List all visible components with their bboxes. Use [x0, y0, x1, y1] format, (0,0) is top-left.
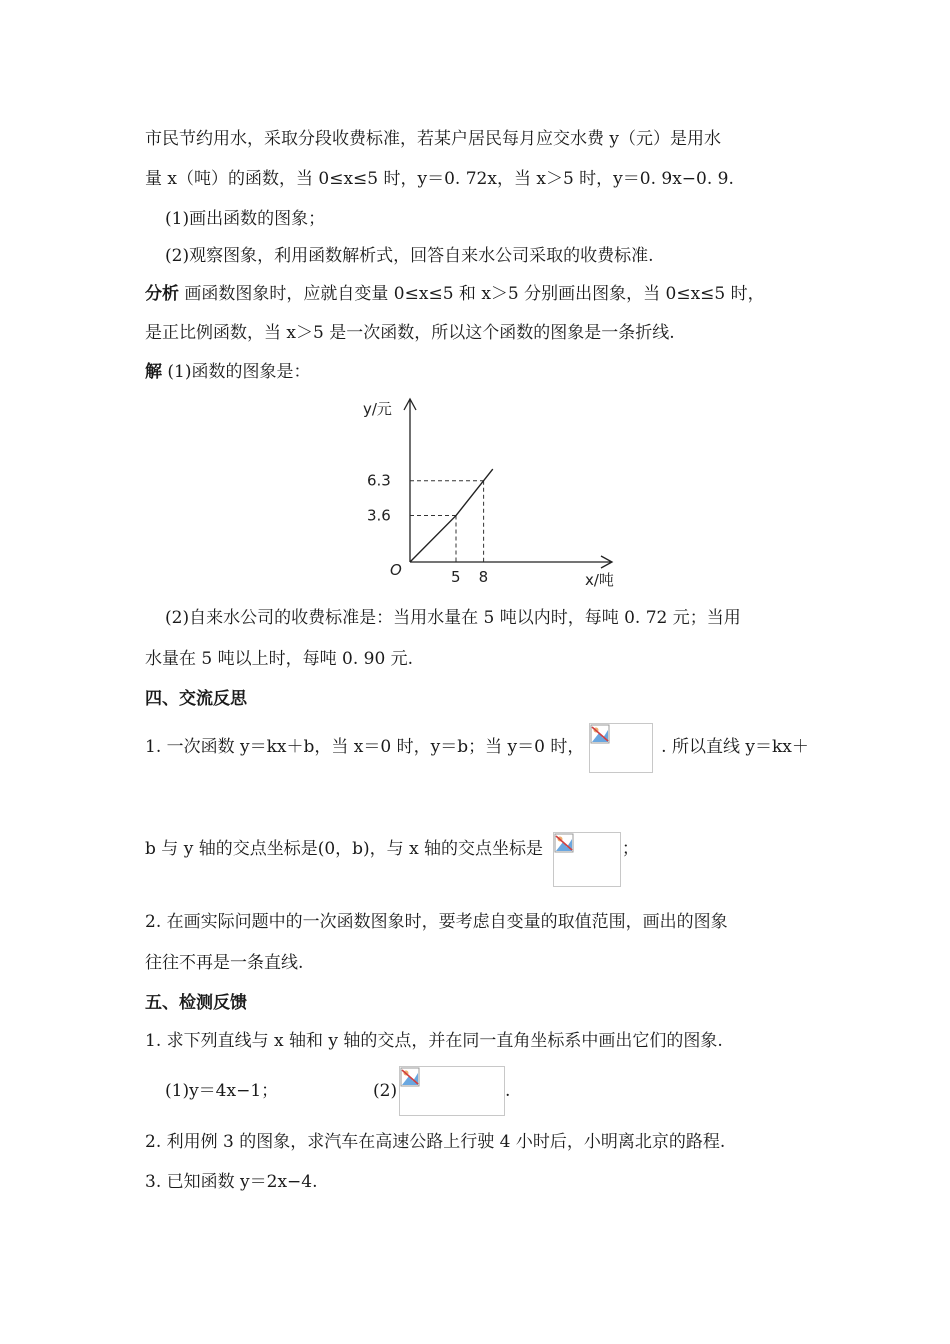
question-2: (2)观察图象，利用函数解析式，回答自来水公司采取的收费标准.	[165, 246, 654, 266]
piecewise-function-chart	[355, 392, 630, 592]
analysis-text-1: 画函数图象时，应就自变量 0≤x≤5 和 x＞5 分别画出图象，当 0≤x≤5 时，	[184, 284, 765, 304]
reflection-1-part-d: ；	[621, 839, 639, 859]
x-tick-label: 8	[478, 568, 489, 586]
broken-image-icon	[590, 724, 610, 744]
reflection-1-part-a: 1. 一次函数 y＝kx＋b，当 x＝0 时，y＝b；当 y＝0 时，	[145, 737, 585, 757]
solution-text-1: (1)函数的图象是：	[167, 362, 311, 382]
broken-image-2	[553, 832, 621, 887]
broken-image-3	[399, 1066, 505, 1116]
broken-image-1	[589, 723, 653, 773]
text-line-1: 市民节约用水，采取分段收费标准，若某户居民每月应交水费 y（元）是用水	[145, 129, 722, 149]
x-tick-label: 5	[451, 568, 461, 586]
section-heading-4: 四、交流反思	[145, 689, 247, 709]
exercise-1-part-2-label: (2)	[373, 1081, 398, 1101]
reflection-1-part-c: b 与 y 轴的交点坐标是(0，b)，与 x 轴的交点坐标是	[145, 839, 544, 859]
broken-image-icon	[400, 1067, 420, 1087]
exercise-3: 3. 已知函数 y＝2x−4.	[145, 1172, 318, 1192]
solution-label: 解	[145, 362, 162, 382]
exercise-1-part-2-end: .	[505, 1081, 511, 1101]
question-1: (1)画出函数的图象；	[165, 209, 326, 229]
reflection-1-part-b: . 所以直线 y＝kx＋	[661, 737, 809, 757]
exercise-1-part-1: (1)y＝4x−1；	[165, 1081, 279, 1101]
analysis-label: 分析	[145, 284, 179, 304]
solution-text-3: 水量在 5 吨以上时，每吨 0. 90 元.	[145, 649, 414, 669]
text-line-2: 量 x（吨）的函数，当 0≤x≤5 时，y＝0. 72x，当 x＞5 时，y＝0. 9x−0. 9.	[145, 169, 734, 189]
reflection-2-line-1: 2. 在画实际问题中的一次函数图象时，要考虑自变量的取值范围，画出的图象	[145, 912, 728, 932]
origin-label: O	[390, 561, 402, 579]
exercise-2: 2. 利用例 3 的图象，求汽车在高速公路上行驶 4 小时后，小明离北京的路程.	[145, 1132, 726, 1152]
section-heading-5: 五、检测反馈	[145, 993, 247, 1013]
exercise-1: 1. 求下列直线与 x 轴和 y 轴的交点，并在同一直角坐标系中画出它们的图象.	[145, 1031, 723, 1051]
broken-image-icon	[554, 833, 574, 853]
analysis-text-2: 是正比例函数，当 x＞5 是一次函数，所以这个函数的图象是一条折线.	[145, 323, 675, 343]
series-line	[410, 469, 493, 562]
y-tick-label: 3.6	[367, 506, 391, 525]
solution-text-2: (2)自来水公司的收费标准是：当用水量在 5 吨以内时，每吨 0. 72 元；当用	[165, 608, 741, 628]
y-tick-label: 6.3	[367, 471, 391, 490]
x-axis-label: x/吨	[585, 571, 614, 589]
reflection-2-line-2: 往往不再是一条直线.	[145, 953, 304, 973]
y-axis-label: y/元	[363, 400, 392, 418]
